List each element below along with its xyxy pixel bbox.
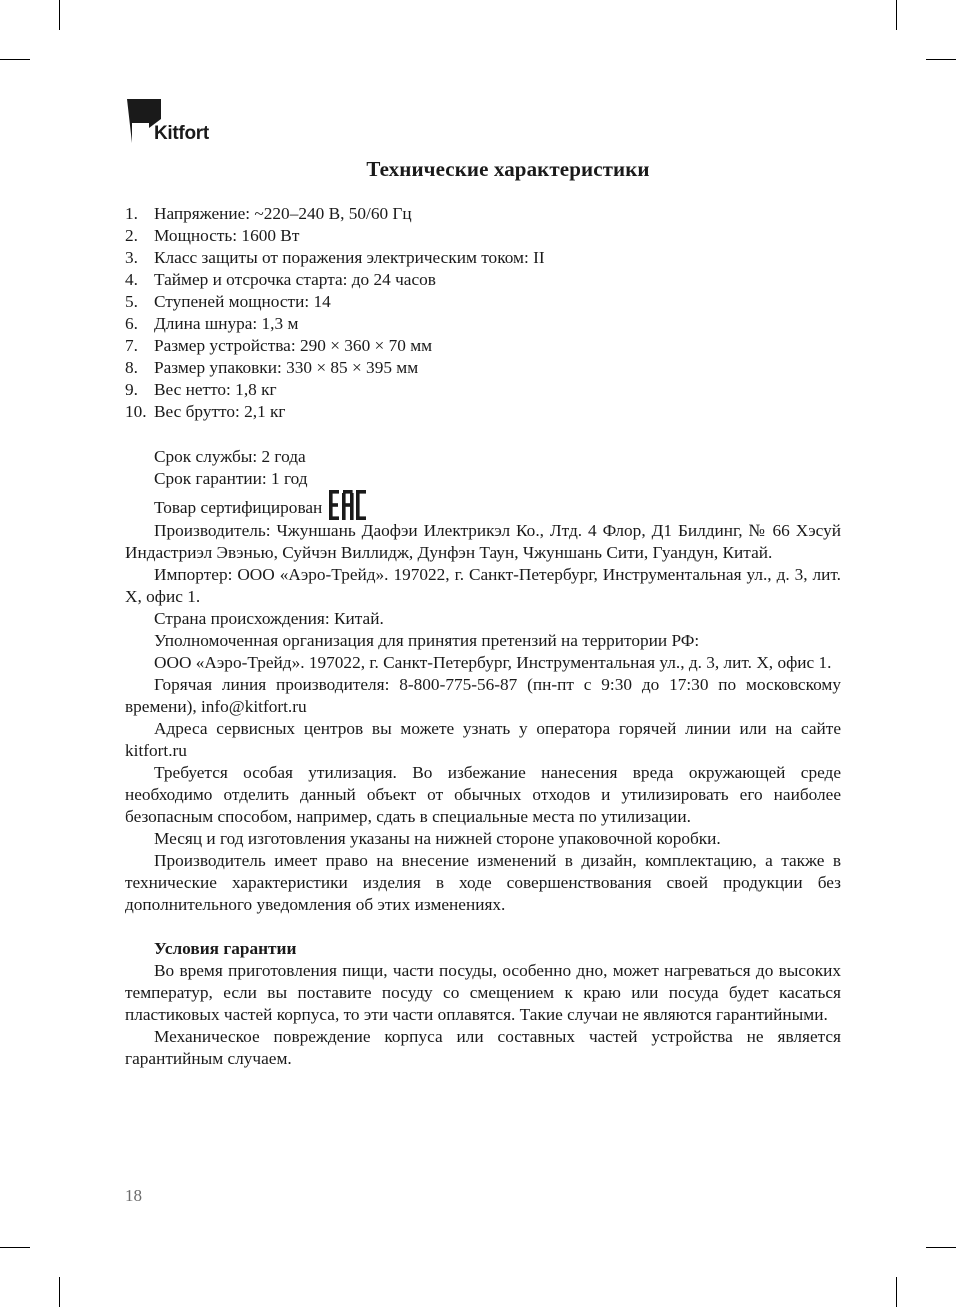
info-section: [125, 446, 841, 1070]
authorized-org: ООО «Аэро-Трейд». 197022, г. Санкт-Петербург, Инструментальная ул., д. 3, лит. Х, офис 1.: [154, 653, 832, 672]
certified-label: Товар сертифицирован: [154, 498, 323, 517]
warranty-heading: Условия гарантии: [154, 939, 297, 958]
hotline: Горячая линия производителя: 8-800-775-56-87 (пн-пт с 9:30 до 17:30 по московскому времени), info@kitfort.ru: [125, 675, 841, 716]
spec-text: Класс защиты от поражения электрическим током: II: [154, 248, 545, 267]
spec-item: [125, 379, 841, 401]
warranty-paragraph: Механическое повреждение корпуса или составных частей устройства не является гарантийным случаем.: [125, 1027, 841, 1068]
country-of-origin: Страна происхождения: Китай.: [154, 609, 384, 628]
spec-number: 10.: [125, 402, 147, 421]
crop-mark: [896, 1277, 897, 1307]
changes-notice: Производитель имеет право на внесение изменений в дизайн, комплектацию, а также в технические характеристики изделия в ходе совершенствования своей продукции без дополнительного уведомления об этих изменениях.: [125, 851, 841, 914]
spec-item: [125, 335, 841, 357]
spec-number: 7.: [125, 336, 138, 355]
spec-text: Размер устройства: 290 × 360 × 70 мм: [154, 336, 433, 355]
crop-mark: [926, 1247, 956, 1248]
crop-mark: [926, 59, 956, 60]
crop-mark: [59, 1277, 60, 1307]
spec-item: [125, 401, 841, 423]
brand-logo: [127, 99, 227, 149]
spec-text: Вес брутто: 2,1 кг: [154, 402, 286, 421]
manufacturer: Производитель: Чжуншань Даофэи Илектрикэл Ко., Лтд. 4 Флор, Д1 Билдинг, № 66 Хэсуй Индастриэл Эвэнью, Суйчэн Виллидж, Дунфэн Таун, Чжуншань Сити, Гуандун, Китай.: [125, 521, 841, 562]
spec-text: Таймер и отсрочка старта: до 24 часов: [154, 270, 436, 289]
spec-number: 3.: [125, 248, 138, 267]
brand-name: Kitfort: [154, 123, 209, 144]
spec-list: [125, 203, 841, 423]
service-life: Срок службы: 2 года: [154, 447, 306, 466]
importer: Импортер: ООО «Аэро-Трейд». 197022, г. Санкт-Петербург, Инструментальная ул., д. 3, лит. Х, офис 1.: [125, 565, 841, 606]
manufacture-date: Месяц и год изготовления указаны на нижней стороне упаковочной коробки.: [154, 829, 721, 848]
page-number: 18: [125, 1186, 142, 1205]
spec-number: 6.: [125, 314, 138, 333]
spec-item: [125, 203, 841, 225]
spec-item: [125, 291, 841, 313]
eac-mark-icon: [329, 490, 366, 520]
spec-text: Длина шнура: 1,3 м: [154, 314, 299, 333]
crop-mark: [0, 59, 30, 60]
spec-number: 4.: [125, 270, 138, 289]
warranty-paragraph: Во время приготовления пищи, части посуды, особенно дно, может нагреваться до высоких температур, если вы поставите посуду со смещением к краю или посуда будет касаться пластиковых частей корпуса, то эти части оплавятся. Такие случаи не являются гарантийными.: [125, 961, 841, 1024]
spec-number: 9.: [125, 380, 138, 399]
spec-number: 2.: [125, 226, 138, 245]
disposal-notice: Требуется особая утилизация. Во избежание нанесения вреда окружающей среде необходимо отделить данный объект от обычных отходов и утилизировать его наиболее безопасным способом, например, сдать в специальные места по утилизации.: [125, 763, 841, 826]
crop-mark: [896, 0, 897, 30]
spec-number: 8.: [125, 358, 138, 377]
spec-text: Мощность: 1600 Вт: [154, 226, 300, 245]
spacer: [125, 916, 841, 938]
service-centers: Адреса сервисных центров вы можете узнать у оператора горячей линии или на сайте kitfort.ru: [125, 719, 841, 760]
spec-item: [125, 313, 841, 335]
warranty-term: Срок гарантии: 1 год: [154, 469, 308, 488]
certification-line: [125, 490, 841, 520]
spec-number: 1.: [125, 204, 138, 223]
spec-text: Размер упаковки: 330 × 85 × 395 мм: [154, 358, 419, 377]
spec-item: [125, 225, 841, 247]
spec-item: [125, 357, 841, 379]
crop-mark: [0, 1247, 30, 1248]
spec-item: [125, 269, 841, 291]
spec-text: Ступеней мощности: 14: [154, 292, 331, 311]
spec-number: 5.: [125, 292, 138, 311]
crop-mark: [59, 0, 60, 30]
page-title: Технические характеристики: [366, 157, 650, 181]
spec-text: Вес нетто: 1,8 кг: [154, 380, 277, 399]
spec-item: [125, 247, 841, 269]
spec-text: Напряжение: ~220–240 В, 50/60 Гц: [154, 204, 412, 223]
authorized-org-label: Уполномоченная организация для принятия претензий на территории РФ:: [154, 631, 700, 650]
